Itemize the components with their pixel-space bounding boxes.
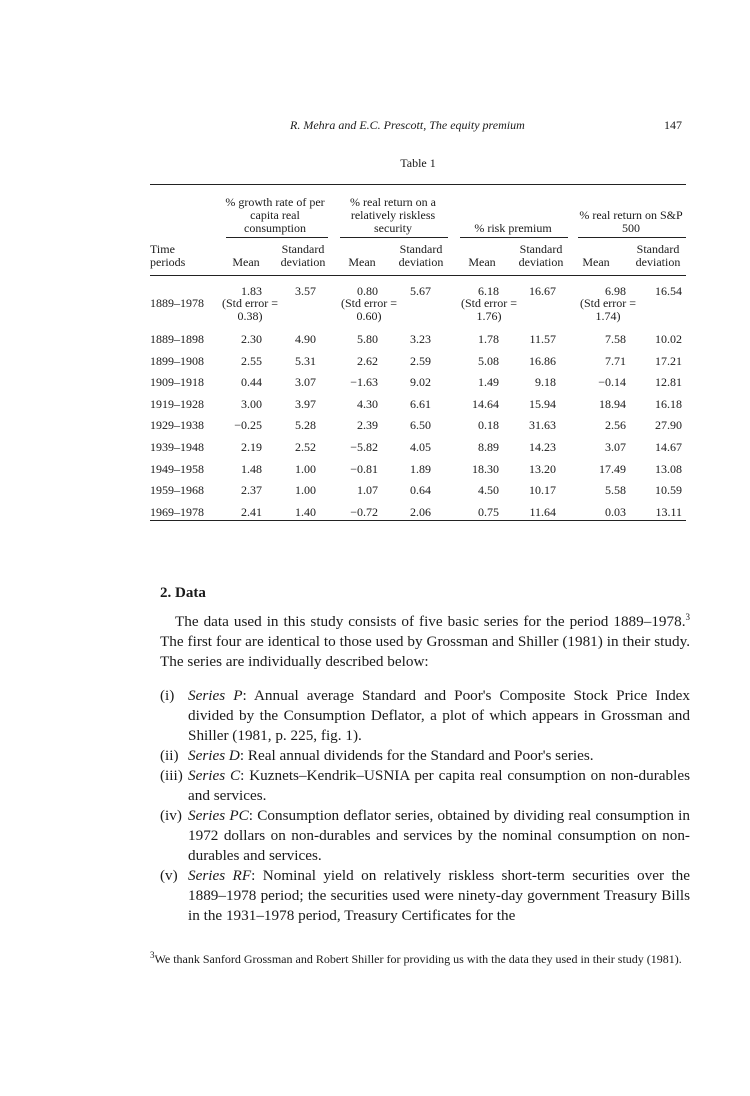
table-cell: 8.89 [478,440,499,454]
group-rule-premium [460,237,568,238]
period-label: 1939–1948 [150,440,204,454]
subheader-mean: Mean [232,255,260,269]
table-cell: 31.63 [529,418,556,433]
std-error: (Std error = 1.74) [579,296,637,323]
table-cell: −1.63 [350,375,378,390]
table-cell: 3.07 [295,375,316,390]
subheader-mean: Mean [468,255,496,269]
table-cell: 16.18 [655,396,682,411]
subheader-mean: Mean [348,255,376,269]
section-heading: 2. Data [160,585,206,601]
subheader-standard-deviation: Standard deviation [635,242,681,269]
item-number: (iii) [160,767,183,784]
series-description: : Nominal yield on relatively riskless short-term securities over the 1889–1978 period; the securities used were ninety-day government Treasury Bills in the 1931–1978 period, Treasury Certificates for the [188,867,690,924]
table-cell: 14.67 [655,440,682,454]
item-text [188,746,690,766]
table-cell: 2.06 [410,504,431,519]
running-head-title: R. Mehra and E.C. Prescott, The equity premium [290,118,525,132]
period-label: 1959–1968 [150,483,204,498]
table-cell: 2.52 [295,440,316,454]
table-cell: 5.58 [605,483,626,498]
item-text [188,806,690,866]
period-label: 1889–1978 [150,296,204,310]
table-cell: 10.59 [655,483,682,498]
table-cell: −0.25 [234,418,262,433]
table-cell: 6.50 [410,418,431,433]
item-text [188,686,690,746]
series-description: : Kuznets–Kendrik–USNIA per capita real consumption on non-durables and services. [188,767,690,804]
table-cell: 1.48 [241,461,262,476]
table-cell: 1.00 [295,483,316,498]
table-cell: 13.20 [529,461,556,476]
header-sp500-return: % real return on S&P 500 [579,208,683,235]
table-cell: 0.44 [241,375,262,390]
table-cell: 12.81 [655,375,682,390]
series-description: : Annual average Standard and Poor's Composite Stock Price Index divided by the Consumption Deflator, a plot of which appears in Grossman and Shiller (1981, p. 225, fig. 1). [188,687,690,744]
table-cell: 2.37 [241,483,262,498]
table-cell: 5.08 [478,353,499,368]
table-cell: 6.18 [478,284,499,298]
table-cell: −0.72 [350,504,378,519]
table-cell: 1.49 [478,375,499,390]
period-label: 1899–1908 [150,353,204,368]
series-description: : Real annual dividends for the Standard and Poor's series. [239,747,594,764]
table-cell: −0.81 [350,461,378,476]
std-error: (Std error = 1.76) [460,296,518,323]
subheader-mean: Mean [582,255,610,269]
table-cell: 1.78 [478,332,499,346]
table-cell: 0.80 [357,284,378,298]
table-cell: 16.86 [529,353,556,368]
table-cell: 0.75 [478,504,499,519]
period-label: 1919–1928 [150,396,204,411]
table-cell: 16.67 [529,284,556,298]
period-label: 1889–1898 [150,332,204,346]
table-cell: 2.59 [410,353,431,368]
table-cell: 3.23 [410,332,431,346]
table-cell: 3.00 [241,396,262,411]
table-cell: 4.05 [410,440,431,454]
header-consumption-growth: % growth rate of per capita real consumption [225,195,325,235]
intro-text-continued: The first four are identical to those used by Grossman and Shiller (1981) in their study. The series are individually described below: [160,633,690,670]
table-cell: 0.64 [410,483,431,498]
table-cell: 1.07 [357,483,378,498]
footnote-number: 3 [150,950,155,960]
table-cell: 1.40 [295,504,316,519]
table-title: Table 1 [400,156,436,170]
table-cell: 15.94 [529,396,556,411]
table-cell: 3.97 [295,396,316,411]
item-number: (iv) [160,807,182,824]
table-cell: 1.00 [295,461,316,476]
item-number: (i) [160,687,175,704]
item-text [188,766,690,806]
series-name: Series RF [188,867,252,884]
header-risk-premium: % risk premium [474,221,552,235]
table-cell: 2.30 [241,332,262,346]
intro-paragraph [160,612,690,672]
subheader-standard-deviation: Standard deviation [398,242,444,269]
table-cell: 0.18 [478,418,499,433]
table-cell: 5.67 [410,284,431,298]
series-name: Series PC [188,807,249,824]
table-cell: 1.83 [241,284,262,298]
std-error: (Std error = 0.38) [221,296,279,323]
table-cell: 27.90 [655,418,682,433]
table-cell: 5.31 [295,353,316,368]
table-cell: 6.61 [410,396,431,411]
group-rule-consumption [226,237,328,238]
item-text [188,866,690,926]
period-label: 1949–1958 [150,461,204,476]
table-cell: 9.02 [410,375,431,390]
table-cell: 10.17 [529,483,556,498]
table-bottom-rule [150,520,686,521]
table-cell: 6.98 [605,284,626,298]
table-cell: 13.08 [655,461,682,476]
item-number: (v) [160,867,178,884]
table-cell: 16.54 [655,284,682,298]
period-label: 1929–1938 [150,418,204,433]
table-cell: 2.41 [241,504,262,519]
table-cell: 2.62 [357,353,378,368]
table-cell: 17.21 [655,353,682,368]
footnote-marker: 3 [685,611,690,622]
series-description: : Consumption deflator series, obtained by dividing real consumption in 1972 dollars on non-durables and services by the nominal consumption on non-durables and services. [188,807,690,864]
table-cell: 7.58 [605,332,626,346]
table-cell: 18.94 [599,396,626,411]
series-name: Series D [188,747,240,764]
table-cell: −0.14 [598,375,626,390]
table-cell: 1.89 [410,461,431,476]
period-label: 1909–1918 [150,375,204,390]
series-name: Series P [188,687,243,704]
table-cell: 5.80 [357,332,378,346]
intro-text: The data used in this study consists of five basic series for the period 1889–1978. [175,613,686,630]
table-cell: 10.02 [655,332,682,346]
table-cell: 18.30 [472,461,499,476]
std-error: (Std error = 0.60) [340,296,398,323]
header-time-periods: Time periods [150,242,186,269]
table-cell: 13.11 [655,504,682,519]
table-cell: 17.49 [599,461,626,476]
item-number: (ii) [160,747,179,764]
table-cell: 4.30 [357,396,378,411]
table-cell: 9.18 [535,375,556,390]
period-label: 1969–1978 [150,504,204,519]
table-cell: 2.19 [241,440,262,454]
footnote [150,951,690,968]
table-header-rule [150,275,686,276]
table-cell: 2.39 [357,418,378,433]
subheader-standard-deviation: Standard deviation [280,242,326,269]
table-cell: 5.28 [295,418,316,433]
table-cell: 14.23 [529,440,556,454]
footnote-text: We thank Sanford Grossman and Robert Shiller for providing us with the data they used in their study (1981). [154,952,682,966]
table-cell: 2.55 [241,353,262,368]
table-cell: 4.90 [295,332,316,346]
table-cell: 14.64 [472,396,499,411]
subheader-standard-deviation: Standard deviation [518,242,564,269]
table-cell: 7.71 [605,353,626,368]
page-number: 147 [664,118,682,132]
table-cell: 2.56 [605,418,626,433]
table-cell: 11.64 [529,504,556,519]
table-cell: −5.82 [350,440,378,454]
table-cell: 3.57 [295,284,316,298]
header-riskless-return: % real return on a relatively riskless security [350,195,436,235]
table-cell: 11.57 [529,332,556,346]
group-rule-sp500 [578,237,686,238]
table-cell: 0.03 [605,504,626,519]
series-name: Series C [188,767,241,784]
table-cell: 4.50 [478,483,499,498]
table-cell: 3.07 [605,440,626,454]
table-top-rule [150,184,686,185]
group-rule-riskless [340,237,448,238]
